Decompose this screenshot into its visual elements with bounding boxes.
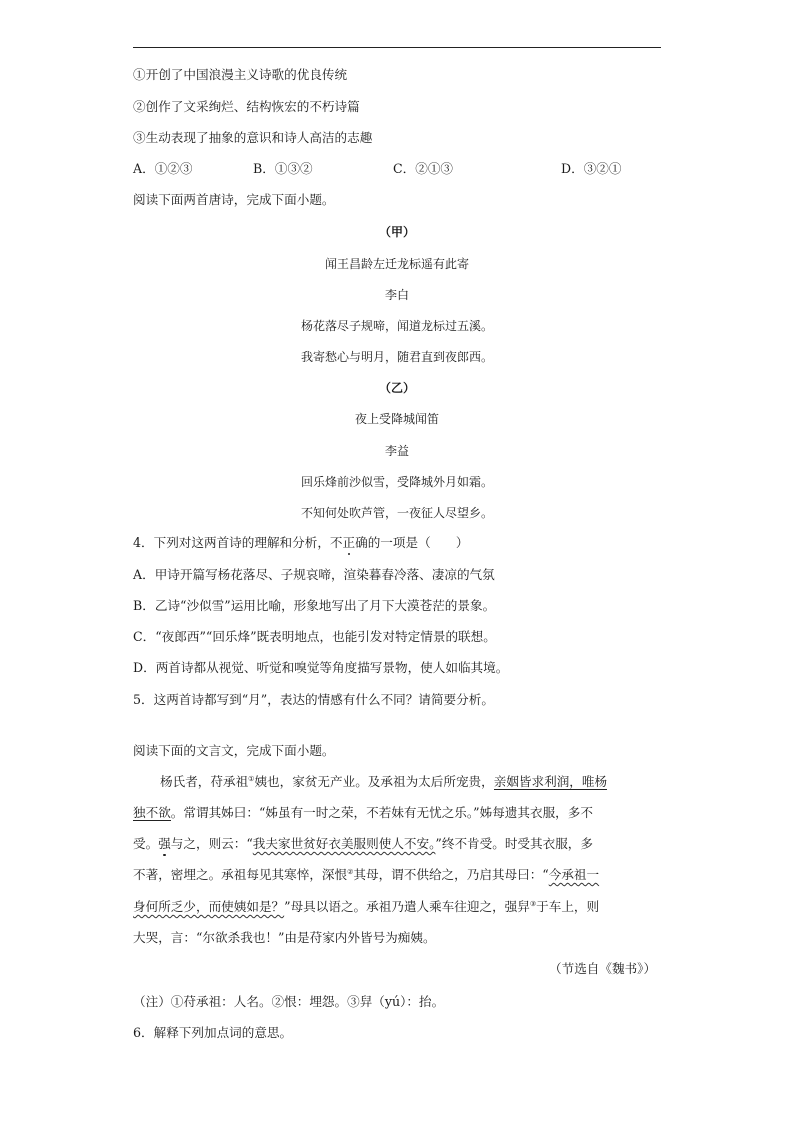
passage-text: 与之，则云：“ [170, 836, 253, 851]
footnotes: （注）①苻承祖：人名。②恨：埋怨。③舁（yú）：抬。 [133, 994, 445, 1009]
passage-text: 其母，谓不供给之，乃启其母曰：“ [353, 867, 549, 882]
question-6: 6．解释下列加点词的意思。 [133, 1025, 293, 1040]
statement-2: ②创作了文采绚烂、结构恢宏的不朽诗篇 [133, 99, 360, 114]
q4-emphasis-dotted [330, 535, 368, 551]
q4-option-a: A．甲诗开篇写杨花落尽、子规哀啼，渲染暮春冷落、凄凉的气氛 [133, 567, 495, 582]
q4-option-b: B．乙诗“沙似雪”运用比喻，形象地写出了月下大漠苍茫的景象。 [133, 598, 496, 613]
statement-1: ①开创了中国浪漫主义诗歌的优良传统 [133, 67, 348, 82]
q4-stem-pre: 4．下列对这两首诗的理解和分析， [133, 535, 330, 550]
wavy-underlined-sentence-2: 今承祖一 [548, 867, 600, 882]
passage-line-2 [133, 805, 593, 821]
question-4-stem [133, 535, 468, 551]
q4-dotted-word: 不正确 [329, 535, 368, 550]
passage-text: 姨也，家贫无产业。及承祖为太后所宠贵， [254, 774, 494, 789]
poem-b-author: 李益 [384, 444, 409, 458]
poem-a-line-1: 杨花落尽子规啼，闻道龙标过五溪。 [300, 319, 493, 333]
poem-a-author: 李白 [384, 288, 409, 302]
q4-option-c: C．“夜郎西”“回乐烽”既表明地点，也能引发对特定情景的联想。 [133, 629, 496, 644]
dotted-word-qiang: 强 [158, 836, 171, 851]
passage-text: 于车上，则 [536, 899, 600, 914]
question-5: 5．这两首诗都写到“月”，表达的情感有什么不同？请简要分析。 [133, 692, 494, 707]
passage-text: 不著，密埋之。承祖每见其寒悴，深恨 [133, 867, 348, 882]
footnote-marker-1: ① [248, 774, 255, 783]
poem-b-line-2: 不知何处吹芦管，一夜征人尽望乡。 [300, 506, 493, 520]
poem-b-tag: （乙） [378, 381, 415, 395]
q3-option-a: A．①②③ [133, 161, 193, 176]
passage-text: 受。 [133, 836, 159, 851]
poem-b-title: 夜上受降城闻笛 [354, 412, 439, 426]
statement-3: ③生动表现了抽象的意识和诗人高洁的志趣 [133, 130, 373, 145]
q3-option-d: D．③②① [561, 161, 622, 176]
wavy-underlined-sentence: 我夫家世贫好衣美服则使人不安。 [252, 836, 436, 851]
q3-option-b: B．①③② [253, 161, 313, 176]
poem-a-title: 闻王昌龄左迁龙标遥有此寄 [324, 257, 469, 271]
passage-source: （节选自《魏书》） [549, 961, 657, 976]
footnote-marker-3: ③ [529, 899, 537, 908]
passage-line-5 [133, 899, 599, 915]
header-rule [133, 47, 661, 48]
q3-option-c: C．②①③ [393, 161, 454, 176]
passage-line-1 [160, 774, 607, 790]
poem-b-line-1: 回乐烽前沙似雪，受降城外月如霜。 [300, 475, 493, 489]
passage-line-3 [133, 836, 593, 852]
passage-text: ”终不肯受。时受其衣服，多 [435, 836, 593, 851]
poem-a-line-2: 我寄愁心与明月，随君直到夜郎西。 [300, 350, 493, 364]
poems-intro: 阅读下面两首唐诗，完成下面小题。 [133, 192, 335, 207]
poem-a-tag: （甲） [378, 225, 415, 239]
q4-stem-post: 的一项是（ ） [367, 535, 469, 550]
underlined-sentence-1: 亲姻皆求利润，唯杨 [493, 774, 608, 789]
passage-line-6: 大哭，言：“尔欲杀我也！”由是苻家内外皆号为痴姨。 [133, 930, 436, 945]
passage-text: 杨氏者，苻承祖 [160, 774, 249, 789]
passage-text: ”母具以语之。承祖乃遣人乘车往迎之，强舁 [284, 899, 530, 914]
prose-intro: 阅读下面的文言文，完成下面小题。 [133, 743, 335, 758]
wavy-underlined-sentence-2-cont: 身何所乏少，而使姨如是？ [133, 899, 285, 914]
footnote-marker-2: ② [347, 867, 354, 876]
q4-option-d: D．两首诗都从视觉、听觉和嗅觉等角度描写景物，使人如临其境。 [133, 660, 509, 675]
passage-line-4 [133, 867, 599, 883]
passage-text: 。常谓其姊曰：“姊虽有一时之荣，不若妹有无忧之乐。”姊每遗其衣服，多不 [170, 805, 593, 820]
underlined-sentence-1-cont: 独不欲 [133, 805, 171, 820]
